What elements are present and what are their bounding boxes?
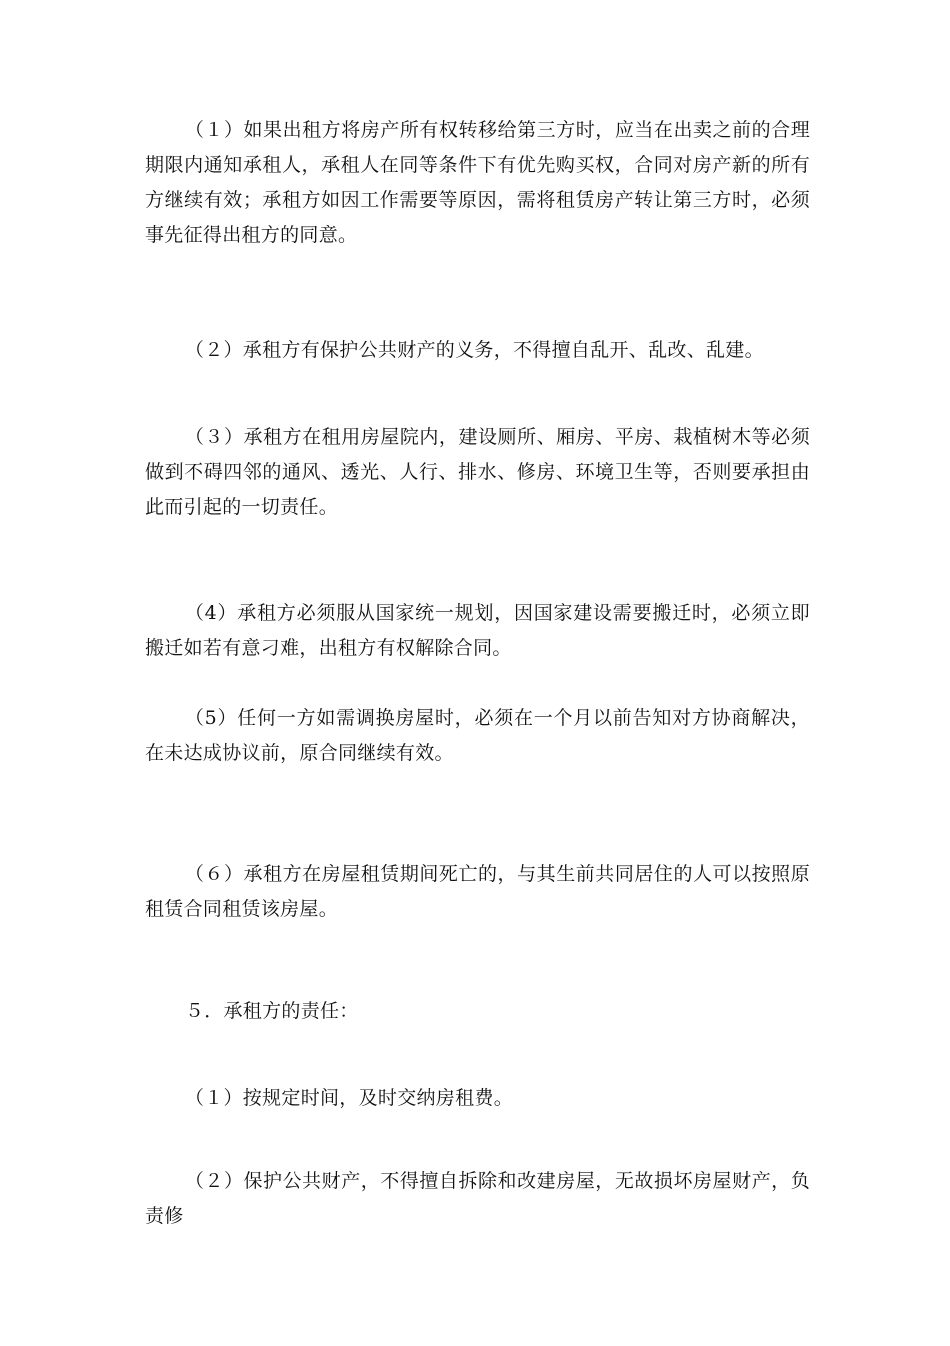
paragraph-duty-1-rent: （１）按规定时间，及时交纳房租费。	[184, 1087, 513, 1109]
paragraph-clause-3-construction: （３）承租方在租用房屋院内，建设厕所、厢房、平房、栽植树木等必须做到不碍四邻的通风、透光、人行、排水、修房、环境卫生等，否则要承担由此而引起的一切责任。	[145, 426, 810, 518]
paragraph-clause-1-transfer: （１）如果出租方将房产所有权转移给第三方时，应当在出卖之前的合理期限内通知承租人，承租人在同等条件下有优先购买权，合同对房产新的所有方继续有效；承租方如因工作需要等原因，需将租赁房产转让第三方时，必须事先征得出租方的同意。	[145, 119, 810, 246]
paragraph-duty-2-protection: （２）保护公共财产，不得擅自拆除和改建房屋，无故损坏房屋财产，负责修	[145, 1170, 810, 1227]
paragraph-clause-4-relocation: （4）承租方必须服从国家统一规划，因国家建设需要搬迁时，必须立即搬迁如若有意刁难，出租方有权解除合同。	[145, 602, 810, 659]
paragraph-clause-5-exchange: （5）任何一方如需调换房屋时，必须在一个月以前告知对方协商解决，在未达成协议前，原合同继续有效。	[145, 707, 810, 764]
paragraph-clause-6-death: （６）承租方在房屋租赁期间死亡的，与其生前共同居住的人可以按照原租赁合同租赁该房屋。	[145, 863, 810, 920]
paragraph-clause-2-public-property: （２）承租方有保护公共财产的义务，不得擅自乱开、乱改、乱建。	[184, 339, 764, 361]
section-heading-tenant-duties: ５．承租方的责任：	[184, 1000, 359, 1022]
